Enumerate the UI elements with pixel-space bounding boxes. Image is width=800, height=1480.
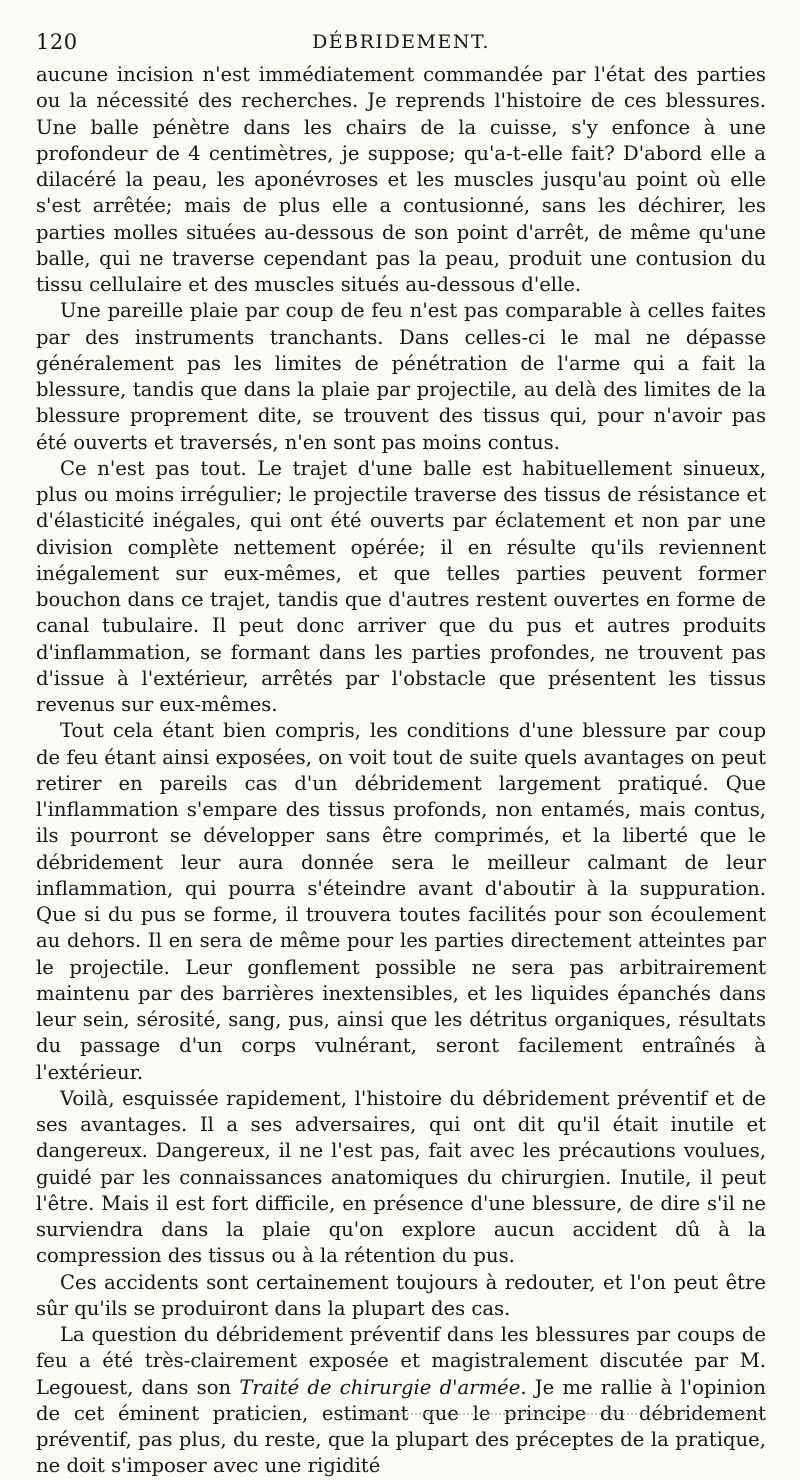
body-text (36, 62, 766, 1480)
paragraph-1: aucune incision n'est immédiatement commandée par l'état des parties ou la nécessité des recherches. Je reprends l'histoire de ces blessures. Une balle pénètre dans les chairs de la cuisse, s'y enfonce à une profondeur de 4 centimètres, je suppose; qu'a-t-elle fait? D'abord elle a dilacéré la peau, les aponévroses et les muscles jusqu'au point où elle s'est arrêtée; mais de plus elle a contusionné, sans les déchirer, les parties molles situées au-dessous de son point d'arrêt, de même qu'une balle, qui ne traverse cependant pas la peau, produit une contusion du tissu cellulaire et des muscles situés au-dessous d'elle. (36, 63, 766, 296)
paragraph-7-end: Je me rallie à l'opinion de cet éminent praticien, estimant que le principe du débridement préventif, pas plus, du reste, que la plupart des préceptes de la pratique, ne doit s'imposer avec une rigidité (36, 1375, 766, 1478)
running-head: DÉBRIDEMENT. (312, 31, 490, 53)
book-title: Traité de chirurgie d'armée. (239, 1375, 527, 1399)
paragraph-7-start: La question du débridement préventif dans les blessures par coups de feu a été très-clairement exposée et magistralement discutée par M. Legouest, dans son (36, 1323, 766, 1399)
paragraph-4: Tout cela étant bien compris, les conditions d'une blessure par coup de feu étant ainsi exposées, on voit tout de suite quels avantages on peut retirer en pareils cas d'un débridement largement pratiqué. Que l'inflammation s'empare des tissus profonds, non entamés, mais contus, ils pourront se développer sans être comprimés, et la liberté que le débridement leur aura donnée sera le meilleur calmant de leur inflammation, qui pourra s'éteindre avant d'aboutir à la suppuration. Que si du pus se forme, il trouvera toutes facilités pour son écoulement au dehors. Il en sera de même pour les parties directement atteintes par le projectile. Leur gonflement possible ne sera pas arbitrairement maintenu par des barrières inextensibles, et les liquides épanchés dans leur sein, sérosité, sang, pus, ainsi que les détritus organiques, résultats du passage d'un corps vulnérant, seront facilement entraînés à l'extérieur. (36, 719, 766, 1084)
paragraph-6: Ces accidents sont certainement toujours à redouter, et l'on peut être sûr qu'ils se produiront dans la plupart des cas. (36, 1270, 766, 1320)
page-header (36, 30, 766, 54)
page-number: 120 (36, 30, 78, 54)
print-artifact-dots (360, 1413, 760, 1419)
paragraph-7 (36, 1322, 766, 1480)
paragraph-2: Une pareille plaie par coup de feu n'est pas comparable à celles faites par des instruments tranchants. Dans celles-ci le mal ne dépasse généralement pas les limites de pénétration de l'arme qui a fait la blessure, tandis que dans la plaie par projectile, au delà des limites de la blessure proprement dite, se trouvent des tissus qui, pour n'avoir pas été ouverts et traversés, n'en sont pas moins contus. (36, 299, 766, 454)
paragraph-3: Ce n'est pas tout. Le trajet d'une balle est habituellement sinueux, plus ou moins irrégulier; le projectile traverse des tissus de résistance et d'élasticité inégales, qui ont été ouverts par éclatement et non par une division complète nettement opérée; il en résulte qu'ils reviennent inégalement sur eux-mêmes, et que telles parties peuvent former bouchon dans ce trajet, tandis que d'autres restent ouvertes en forme de canal tubulaire. Il peut donc arriver que du pus et autres produits d'inflammation, se formant dans les parties profondes, ne trouvent pas d'issue à l'extérieur, arrêtés par l'obstacle que présentent les tissus revenus sur eux-mêmes. (36, 456, 766, 716)
paragraph-5: Voilà, esquissée rapidement, l'histoire du débridement préventif et de ses avantages. Il a ses adversaires, qui ont dit qu'il était inutile et dangereux. Dangereux, il ne l'est pas, fait avec les précautions voulues, guidé par les connaissances anatomiques du chirurgien. Inutile, il peut l'être. Mais il est fort difficile, en présence d'une blessure, de dire s'il ne surviendra dans la plaie qu'on explore aucun accident dû à la compression des tissus ou à la rétention du pus. (36, 1086, 766, 1268)
